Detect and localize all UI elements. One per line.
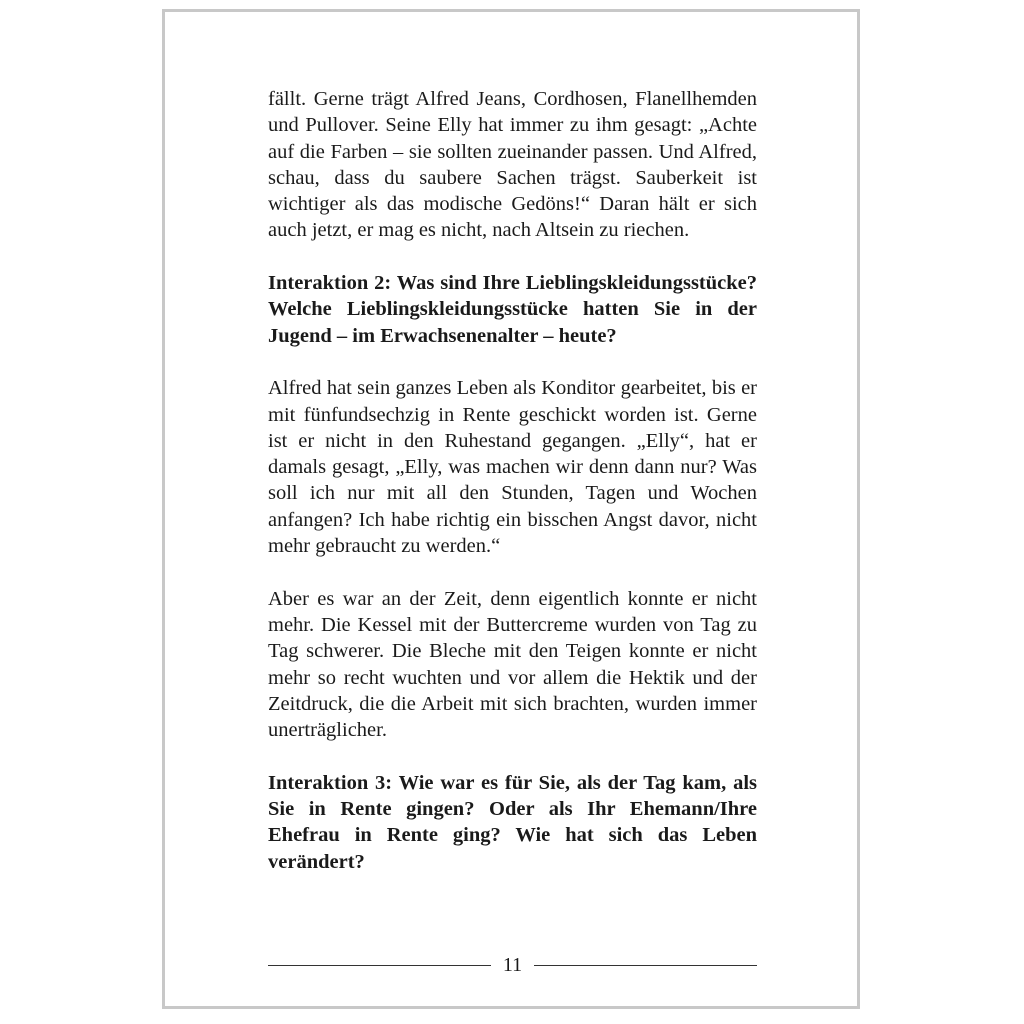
paragraph-gap: [268, 244, 757, 270]
page-footer: [268, 952, 757, 978]
paragraph-gap: [268, 349, 757, 375]
paragraph-retirement-time: Aber es war an der Zeit, denn eigentlich konnte er nicht mehr. Die Kessel mit der Buttercreme wurden von Tag zu Tag schwerer. Die Bleche mit den Teigen konnte er nicht mehr so recht wuchten und vor allem die Hektik und der Zeitdruck, die die Arbeit mit sich brachten, wurden immer unerträglicher.: [268, 587, 757, 742]
question-interaktion-2: Interaktion 2: Was sind Ihre Lieblingskleidungsstücke? Welche Lieblingskleidungsstücke hatten Sie in der Jugend – im Erwachsenenalter – heute?: [268, 272, 757, 347]
paragraph-alfred-konditor: Alfred hat sein ganzes Leben als Konditor gearbeitet, bis er mit fünfundsechzig in Rente geschickt worden ist. Gerne ist er nicht in den Ruhestand gegangen. „Elly“, hat er damals gesagt, „Elly, was machen wir denn dann nur? Was soll ich nur mit all den Stunden, Tagen und Wochen anfangen? Ich habe richtig ein bisschen Angst davor, nicht mehr gebraucht zu werden.“: [268, 377, 757, 558]
footer-rule-left: [268, 965, 491, 966]
paragraph-gap: [268, 559, 757, 585]
page-number: 11: [502, 953, 523, 976]
paragraph-alfred-clothes: fällt. Gerne trägt Alfred Jeans, Cordhosen, Flanellhemden und Pullover. Seine Elly hat immer zu ihm gesagt: „Achte auf die Farben – sie sollten zueinander passen. Und Alfred, schau, dass du saubere Sachen trägst. Sauberkeit ist wichtiger als das modische Gedöns!“ Daran hält er sich auch jetzt, er mag es nicht, nach Altsein zu riechen.: [268, 88, 757, 242]
question-interaktion-3: Interaktion 3: Wie war es für Sie, als der Tag kam, als Sie in Rente gingen? Oder als Ihr Ehemann/Ihre Ehefrau in Rente ging? Wie hat sich das Leben verändert?: [268, 771, 757, 873]
footer-rule-right: [534, 965, 757, 966]
paragraph-gap: [268, 743, 757, 769]
page-text: [268, 86, 757, 875]
